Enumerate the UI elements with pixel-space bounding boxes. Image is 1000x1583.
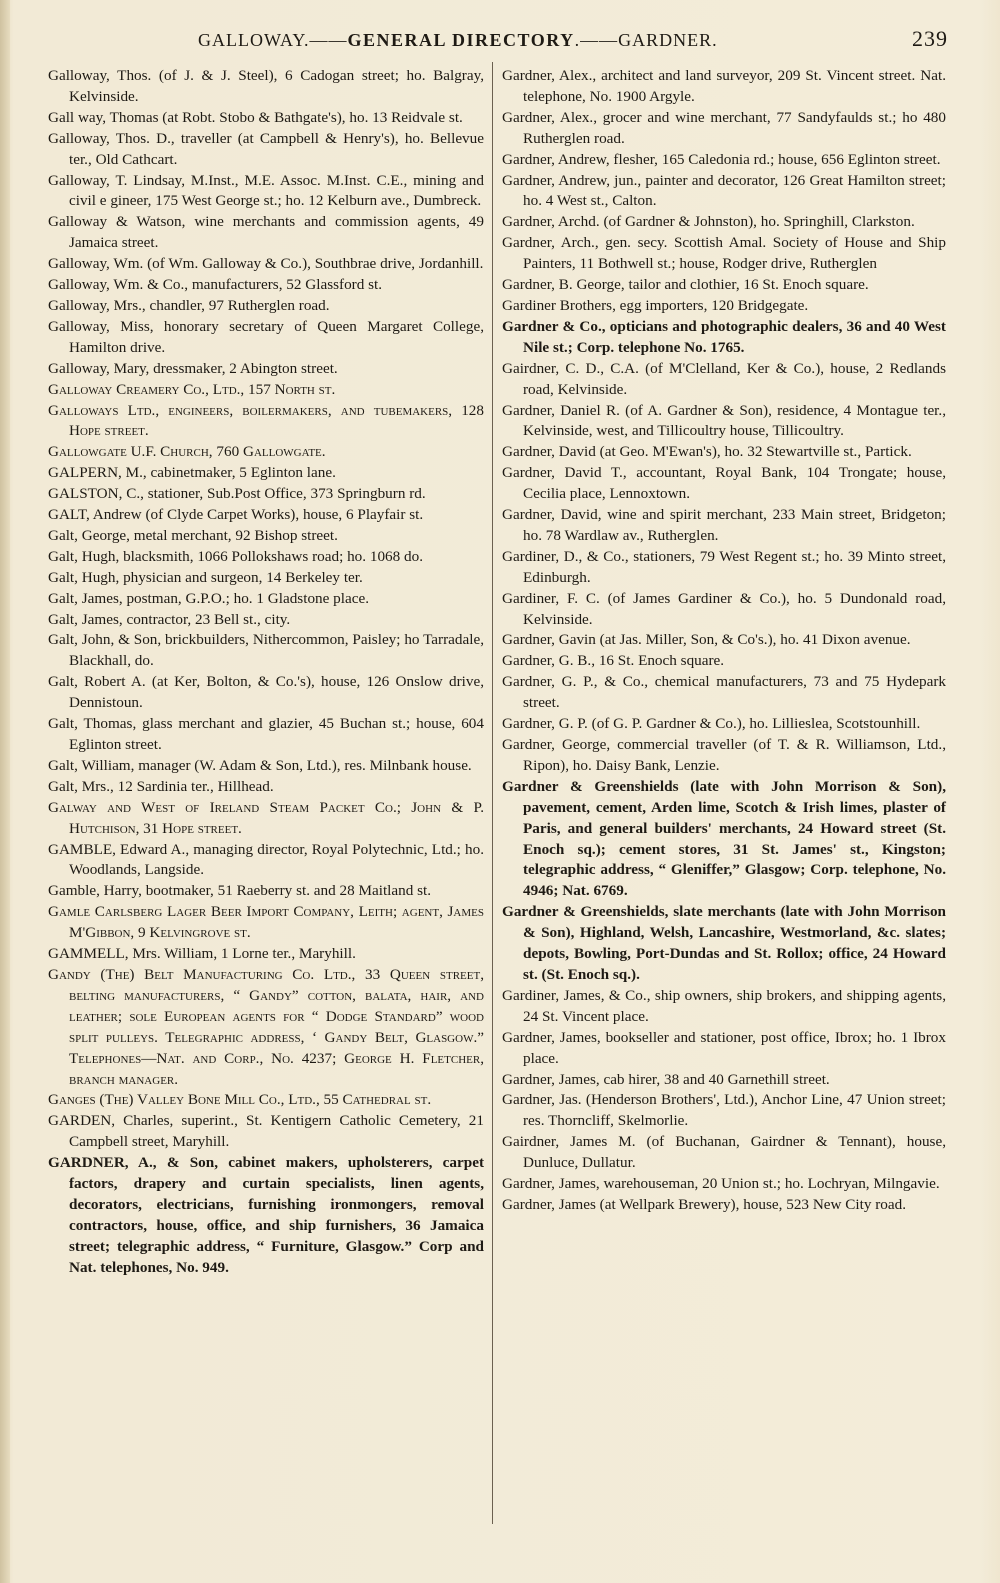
header-right-word: GARDNER. (618, 30, 718, 50)
directory-entry: Galt, Hugh, blacksmith, 1066 Pollokshaws road; ho. 1068 do. (48, 547, 424, 565)
directory-entry: Galloway, Miss, honorary secretary of Queen Margaret College, Hamilton drive. (48, 317, 484, 356)
directory-entry: Gardner, James (at Wellpark Brewery), house, 523 New City road. (502, 1195, 907, 1213)
directory-entry: Galt, William, manager (W. Adam & Son, Ltd.), res. Milnbank house. (48, 756, 472, 774)
directory-entry: Gardner, James, bookseller and stationer, post office, Ibrox; ho. 1 Ibrox place. (502, 1028, 946, 1067)
directory-entry: Galt, Robert A. (at Ker, Bolton, & Co.'s), house, 126 Onslow drive, Dennistoun. (48, 673, 484, 712)
directory-entry: Galloways Ltd., engineers, boilermakers, and tubemakers, 128 Hope street. (48, 401, 484, 440)
directory-entry: Gardner, B. George, tailor and clothier, 16 St. Enoch square. (502, 276, 869, 294)
directory-entry: Galloway Creamery Co., Ltd., 157 North st. (48, 380, 336, 398)
header-left-word: GALLOWAY. (198, 30, 310, 50)
directory-entry: Gardner, George, commercial traveller (of T. & R. Williamson, Ltd., Ripon), ho. Daisy Bank, Lenzie. (502, 736, 946, 774)
directory-entry: Gardiner, James, & Co., ship owners, ship brokers, and shipping agents, 24 St. Vincent place. (502, 986, 946, 1025)
directory-entry: Gairdner, C. D., C.A. (of M'Clelland, Ker & Co.), house, 2 Redlands road, Kelvinside. (502, 359, 946, 398)
directory-entry: Gardner, Andrew, jun., painter and decorator, 126 Great Hamilton street; ho. 4 West st., Calton. (502, 171, 946, 210)
directory-entry: Galt, James, postman, G.P.O.; ho. 1 Gladstone place. (48, 589, 369, 607)
directory-entry: GARDNER, A., & Son, cabinet makers, upholsterers, carpet factors, drapery and curtain specialists, linen agents, decorators, electricians, furnishing ironmongers, removal contractors, house, office, and ship furnishers, 36 Jamaica street; telegraphic address, “ Furniture, Glasgow.” Corp and Nat. telephones, No. 949. (48, 1154, 484, 1276)
directory-entry: GALPERN, M., cabinetmaker, 5 Eglinton lane. (48, 464, 336, 482)
right-column (502, 66, 946, 1216)
directory-entry: GALT, Andrew (of Clyde Carpet Works), house, 6 Playfair st. (48, 506, 424, 524)
directory-entry: Gardiner, D., & Co., stationers, 79 West Regent st.; ho. 39 Minto street, Edinburgh. (502, 547, 946, 586)
header-title-line: GALLOWAY.——GENERAL DIRECTORY.——GARDNER. (198, 30, 718, 50)
page-number: 239 (912, 26, 948, 51)
directory-entry: Gardner, Jas. (Henderson Brothers', Ltd.), Anchor Line, 47 Union street; res. Thorncliff, Skelmorlie. (502, 1091, 946, 1130)
column-divider (492, 62, 493, 1524)
directory-entry: Galt, Hugh, physician and surgeon, 14 Berkeley ter. (48, 568, 363, 586)
directory-entry: Galt, Mrs., 12 Sardinia ter., Hillhead. (48, 777, 274, 795)
directory-entry: Gardner & Greenshields (late with John Morrison & Son), pavement, cement, Arden lime, Scotch & Irish limes, plaster of Paris, and general builders' merchants, 24 Howard street (St. Enoch sq.); cement stores, 31 St. James' st., Kingston; telegraphic address, “ Gleniffer,” Glasgow; Corp. telephone, No. 4946; Nat. 6769. (502, 777, 946, 900)
directory-entry: Gardner, David, wine and spirit merchant, 233 Main street, Bridgeton; ho. 78 Wardlaw av., Rutherglen. (502, 506, 946, 544)
directory-entry: Gallowgate U.F. Church, 760 Gallowgate. (48, 443, 326, 461)
directory-entry: Galloway, Wm. (of Wm. Galloway & Co.), Southbrae drive, Jordanhill. (48, 255, 484, 273)
directory-entry: Gandy (The) Belt Manufacturing Co. Ltd., 33 Queen street, belting manufacturers, “ Gandy” cotton, balata, hair, and leather; sole European agents for “ Dodge Standard” wood split pulleys. Telegraphic address, ‘ Gandy Belt, Glasgow.” Telephones—Nat. and Corp., No. 4237; George H. Fletcher, branch manager. (48, 965, 484, 1088)
directory-entry: Galloway, Thos. (of J. & J. Steel), 6 Cadogan street; ho. Balgray, Kelvinside. (48, 67, 484, 105)
directory-entry: Gamble, Harry, bootmaker, 51 Raeberry st. and 28 Maitland st. (48, 882, 432, 900)
directory-entry: Gardiner Brothers, egg importers, 120 Bridgegate. (502, 296, 809, 314)
header-title: GENERAL DIRECTORY (347, 30, 575, 50)
directory-entry: Gardner, Arch., gen. secy. Scottish Amal. Society of House and Ship Painters, 11 Bothwell st.; house, Rodger drive, Rutherglen (502, 234, 946, 273)
directory-entry: Gardner, Archd. (of Gardner & Johnston), ho. Springhill, Clarkston. (502, 213, 915, 231)
directory-entry: Gardner, Daniel R. (of A. Gardner & Son), residence, 4 Montague ter., Kelvinside, west, and Tillicoultry house, Tillicoultry. (502, 401, 946, 440)
directory-entry: Gall way, Thomas (at Robt. Stobo & Bathgate's), ho. 13 Reidvale st. (48, 108, 463, 126)
page-binding-edge (0, 0, 10, 1583)
directory-entry: Galt, George, metal merchant, 92 Bishop street. (48, 526, 338, 544)
directory-entry: Galt, James, contractor, 23 Bell st., city. (48, 610, 291, 628)
directory-entry: GAMMELL, Mrs. William, 1 Lorne ter., Maryhill. (48, 945, 356, 963)
directory-entry: Gardner, David T., accountant, Royal Bank, 104 Trongate; house, Cecilia place, Lennoxtown. (502, 464, 946, 503)
directory-entry: Gardner & Greenshields, slate merchants (late with John Morrison & Son), Highland, Welsh, Lancashire, Westmorland, &c. slates; depots, Bowling, Port-Dundas and St. Rollox; office, 24 Howard st. (St. Enoch sq.). (502, 903, 946, 983)
directory-entry: Gardner, Gavin (at Jas. Miller, Son, & Co's.), ho. 41 Dixon avenue. (502, 631, 911, 649)
directory-entry: Galway and West of Ireland Steam Packet Co.; John & P. Hutchison, 31 Hope street. (48, 798, 484, 837)
directory-entry: Gardner, Alex., architect and land surveyor, 209 St. Vincent street. Nat. telephone, No. 1900 Argyle. (502, 67, 946, 105)
directory-entry: Galt, John, & Son, brickbuilders, Nithercommon, Paisley; ho Tarradale, Blackhall, do. (48, 631, 484, 670)
directory-entry: Gardner, Andrew, flesher, 165 Caledonia rd.; house, 656 Eglinton street. (502, 150, 941, 168)
directory-entry: Gardner, G. B., 16 St. Enoch square. (502, 652, 725, 670)
directory-entry: Galt, Thomas, glass merchant and glazier, 45 Buchan st.; house, 604 Eglinton street. (48, 715, 484, 753)
directory-entry: Gardner, G. P. (of G. P. Gardner & Co.), ho. Lillieslea, Scotstounhill. (502, 715, 921, 733)
directory-entry: Gardner, James, warehouseman, 20 Union st.; ho. Lochryan, Milngavie. (502, 1175, 940, 1193)
directory-entry: Gardner, G. P., & Co., chemical manufacturers, 73 and 75 Hydepark street. (502, 673, 946, 712)
directory-entry: Gardner, James, cab hirer, 38 and 40 Garnethill street. (502, 1070, 830, 1088)
directory-entry: Gardner, David (at Geo. M'Ewan's), ho. 32 Stewartville st., Partick. (502, 443, 912, 461)
directory-entry: Galloway & Watson, wine merchants and commission agents, 49 Jamaica street. (48, 213, 484, 252)
directory-entry: Galloway, Wm. & Co., manufacturers, 52 Glassford st. (48, 276, 383, 294)
directory-entry: Gardner & Co., opticians and photographic dealers, 36 and 40 West Nile st.; Corp. telephone No. 1765. (502, 317, 946, 356)
directory-entry: Ganges (The) Valley Bone Mill Co., Ltd., 55 Cathedral st. (48, 1091, 432, 1109)
directory-entry: Galloway, Mary, dressmaker, 2 Abington street. (48, 359, 338, 377)
directory-entry: Galloway, Thos. D., traveller (at Campbell & Henry's), ho. Bellevue ter., Old Cathcart. (48, 129, 484, 168)
directory-entry: GARDEN, Charles, superint., St. Kentigern Catholic Cemetery, 21 Campbell street, Maryhill. (48, 1112, 484, 1151)
directory-entry: GAMBLE, Edward A., managing director, Royal Polytechnic, Ltd.; ho. Woodlands, Langside. (48, 840, 484, 879)
running-header (48, 26, 948, 52)
directory-entry: Gairdner, James M. (of Buchanan, Gairdner & Tennant), house, Dunluce, Dullatur. (502, 1133, 946, 1172)
directory-entry: GALSTON, C., stationer, Sub.Post Office, 373 Springburn rd. (48, 485, 426, 503)
directory-entry: Gardner, Alex., grocer and wine merchant, 77 Sandyfaulds st.; ho 480 Rutherglen road. (502, 108, 946, 147)
directory-entry: Galloway, Mrs., chandler, 97 Rutherglen road. (48, 296, 330, 314)
directory-entry: Gardiner, F. C. (of James Gardiner & Co.), ho. 5 Dundonald road, Kelvinside. (502, 589, 946, 628)
directory-entry: Gamle Carlsberg Lager Beer Import Company, Leith; agent, James M'Gibbon, 9 Kelvingrove st. (48, 903, 484, 942)
left-column (48, 66, 484, 1279)
directory-entry: Galloway, T. Lindsay, M.Inst., M.E. Assoc. M.Inst. C.E., mining and civil e gineer, 175 West George st.; ho. 12 Kelburn ave., Dumbreck. (48, 171, 484, 210)
